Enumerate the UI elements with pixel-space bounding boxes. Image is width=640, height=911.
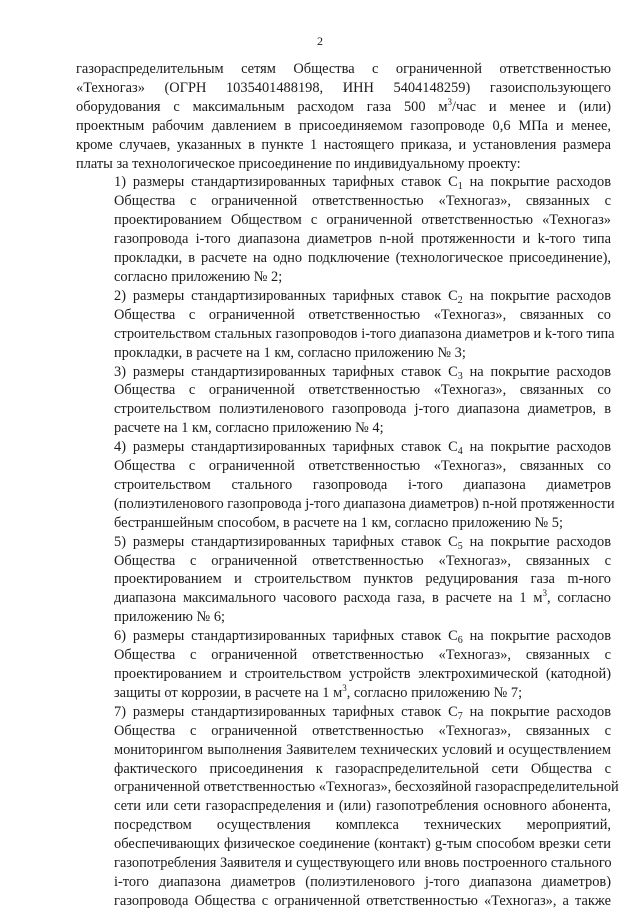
- text-line: газопровода Общества с ограниченной ответственностью «Техногаз», а также: [114, 892, 611, 909]
- text-line: газораспределительным сетям Общества с ограниченной ответственностью: [76, 61, 611, 77]
- text-line: фактического присоединения к газораспределительной сети Общества с: [114, 760, 611, 777]
- text-line: проектированием Обществом с ограниченной ответственностью «Техногаз»: [114, 212, 611, 229]
- text-line: строительством полиэтиленового газопровода j-того диапазона диаметров, в: [114, 401, 611, 418]
- text-line: «Техногаз» (ОГРН 1035401488198, ИНН 5404148259) газоиспользующего: [76, 79, 611, 96]
- intro-paragraph: [76, 60, 611, 173]
- text-line: Общества с ограниченной ответственностью «Техногаз», связанных с: [114, 552, 611, 569]
- text-line: Общества с ограниченной ответственностью «Техногаз», связанных с: [114, 647, 611, 664]
- text-line: строительством стального газопровода i-того диапазона диаметров: [114, 476, 611, 493]
- text-line: сети или сети газораспределения и (или) газопотребления основного абонента,: [114, 798, 611, 815]
- text-line: i-того диапазона диаметров (полиэтиленового j-того диапазона диаметров): [114, 873, 611, 890]
- text-line: оборудования с максимальным расходом газа 500 $м^3$/час и менее и (или): [76, 96, 611, 115]
- text-line: согласно приложению № 2;: [114, 268, 283, 285]
- item-6-paragraph: [76, 627, 611, 703]
- text-line: ограниченной ответственностью «Техногаз», бесхозяйной газораспределительной: [114, 779, 619, 796]
- text-line: 1) размеры стандартизированных тарифных ставок $C_1$ на покрытие расходов: [114, 174, 612, 193]
- text-line: диапазона максимального часового расхода газа, в расчете на 1 $м^3$, согласно: [114, 588, 611, 607]
- text-line: проектированием и строительством устройств электрохимической (катодной): [114, 666, 611, 682]
- item-1-paragraph: [76, 173, 611, 286]
- text-line: Общества с ограниченной ответственностью «Техногаз», связанных с: [114, 722, 611, 739]
- item-4-paragraph: [76, 438, 615, 533]
- text-line: 4) размеры стандартизированных тарифных ставок $C_4$ на покрытие расходов: [114, 439, 612, 458]
- text-line: Общества с ограниченной ответственностью «Техногаз», связанных с: [114, 193, 611, 210]
- document-body: [76, 60, 619, 911]
- text-line: 6) размеры стандартизированных тарифных ставок $C_6$ на покрытие расходов: [114, 628, 612, 647]
- text-line: прокладки, в расчете на одно подключение (технологическое присоединение),: [114, 250, 611, 267]
- text-line: прокладки, в расчете на 1 км, согласно приложению № 3;: [114, 344, 466, 361]
- text-line: газопотребления Заявителя и существующего или вновь построенного стального: [114, 855, 612, 872]
- text-line: газопровода i-того диапазона диаметров n-ной протяженности и k-того типа: [114, 231, 611, 248]
- text-line: посредством осуществления комплекса технических мероприятий,: [114, 817, 611, 834]
- text-line: 5) размеры стандартизированных тарифных ставок $C_5$ на покрытие расходов: [114, 533, 612, 552]
- text-line: обеспечивающих физическое соединение (контакт) g-тым способом врезки сети: [114, 836, 611, 853]
- text-line: защиты от коррозии, в расчете на 1 $м^3$, согласно приложению № 7;: [114, 682, 523, 701]
- text-line: платы за технологическое присоединение по индивидуальному проекту:: [76, 155, 521, 172]
- text-line: приложению № 6;: [114, 609, 226, 626]
- text-line: Общества с ограниченной ответственностью «Техногаз», связанных со: [114, 382, 611, 399]
- text-line: строительством стальных газопроводов i-того диапазона диаметров и k-того типа: [114, 325, 615, 342]
- text-line: мониторингом выполнения Заявителем технических условий и осуществлением: [114, 741, 611, 758]
- text-line: 3) размеры стандартизированных тарифных ставок $C_3$ на покрытие расходов: [114, 363, 612, 382]
- text-line: проектированием и строительством пунктов редуцирования газа m-ного: [114, 571, 611, 588]
- text-line: проектным рабочим давлением в присоединяемом газопроводе 0,6 МПа и менее,: [76, 117, 611, 134]
- item-7-paragraph: [76, 703, 619, 911]
- item-3-paragraph: [76, 363, 611, 439]
- text-line: расчете на 1 км, согласно приложению № 4;: [114, 420, 384, 437]
- text-line: бестраншейным способом, в расчете на 1 км, согласно приложению № 5;: [114, 514, 564, 531]
- text-line: (полиэтиленового газопровода j-того диапазона диаметров) n-ной протяженности: [114, 495, 615, 512]
- text-line: Общества с ограниченной ответственностью «Техногаз», связанных со: [114, 306, 611, 323]
- text-line: Общества с ограниченной ответственностью «Техногаз», связанных со: [114, 458, 611, 475]
- page-number: 2: [317, 34, 323, 48]
- text-line: кроме случаев, указанных в пункте 1 настоящего приказа, и установления размера: [76, 136, 611, 153]
- item-5-paragraph: [76, 533, 611, 628]
- text-line: 2) размеры стандартизированных тарифных ставок $C_2$ на покрытие расходов: [114, 287, 612, 306]
- text-line: 7) размеры стандартизированных тарифных ставок $C_7$ на покрытие расходов: [114, 703, 612, 722]
- item-2-paragraph: [76, 287, 615, 363]
